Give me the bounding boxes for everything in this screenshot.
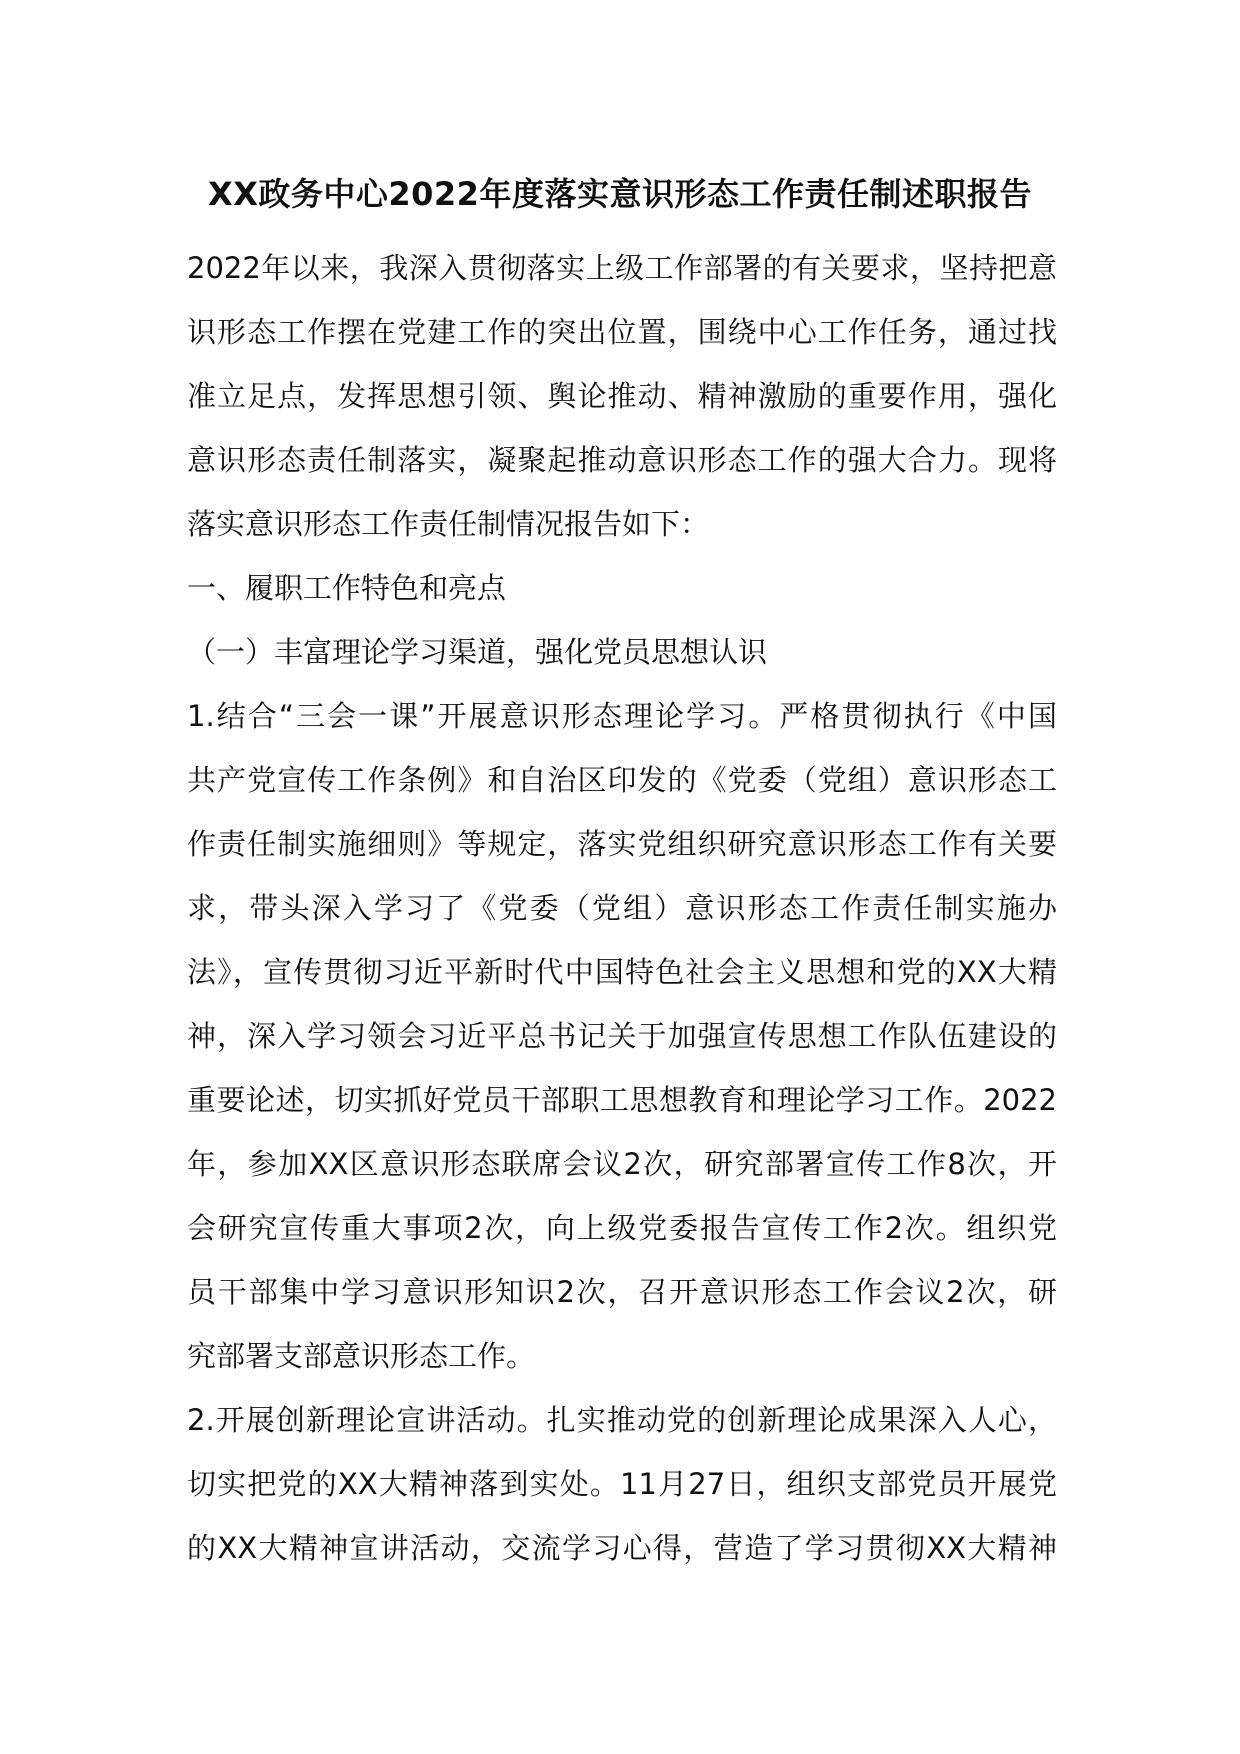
paragraph-line: 识形态工作摆在党建工作的突出位置，围绕中心工作任务，通过找: [187, 315, 1057, 349]
paragraph-line: 神，深入学习领会习近平总书记关于加强宣传思想工作队伍建设的: [187, 1019, 1057, 1053]
document-body: [187, 236, 1057, 1580]
paragraph-line: 会研究宣传重大事项2次，向上级党委报告宣传工作2次。组织党: [187, 1211, 1057, 1245]
document-title: XX政务中心2022年度落实意识形态工作责任制述职报告: [208, 175, 1032, 213]
paragraph-line: 共产党宣传工作条例》和自治区印发的《党委（党组）意识形态工: [187, 763, 1057, 797]
section-heading-line: （一）丰富理论学习渠道，强化党员思想认识: [187, 635, 768, 669]
paragraph-line: 员干部集中学习意识形知识2次，召开意识形态工作会议2次，研: [187, 1275, 1057, 1309]
paragraph-line: 意识形态责任制落实，凝聚起推动意识形态工作的强大合力。现将: [187, 443, 1057, 477]
paragraph-line: 法》，宣传贯彻习近平新时代中国特色社会主义思想和党的XX大精: [187, 955, 1057, 989]
paragraph-line: 准立足点，发挥思想引领、舆论推动、精神激励的重要作用，强化: [187, 379, 1057, 413]
paragraph-line: 1.结合“三会一课”开展意识形态理论学习。严格贯彻执行《中国: [187, 699, 1057, 733]
paragraph-line: 2.开展创新理论宣讲活动。扎实推动党的创新理论成果深入人心，: [187, 1403, 1057, 1437]
paragraph-line: 切实把党的XX大精神落到实处。11月27日，组织支部党员开展党: [187, 1467, 1057, 1501]
paragraph-line: 求，带头深入学习了《党委（党组）意识形态工作责任制实施办: [187, 891, 1057, 925]
paragraph-line: 落实意识形态工作责任制情况报告如下：: [187, 507, 710, 541]
paragraph-line: 作责任制实施细则》等规定，落实党组织研究意识形态工作有关要: [187, 827, 1057, 861]
paragraph-line: 重要论述，切实抓好党员干部职工思想教育和理论学习工作。2022: [187, 1083, 1057, 1117]
paragraph-line: 究部署支部意识形态工作。: [187, 1339, 536, 1373]
paragraph-line: 年，参加XX区意识形态联席会议2次，研究部署宣传工作8次，开: [187, 1147, 1057, 1181]
section-heading-line: 一、履职工作特色和亮点: [187, 571, 507, 605]
paragraph-line: 2022年以来，我深入贯彻落实上级工作部署的有关要求，坚持把意: [187, 251, 1057, 285]
paragraph-line: 的XX大精神宣讲活动，交流学习心得，营造了学习贯彻XX大精神: [187, 1531, 1057, 1565]
